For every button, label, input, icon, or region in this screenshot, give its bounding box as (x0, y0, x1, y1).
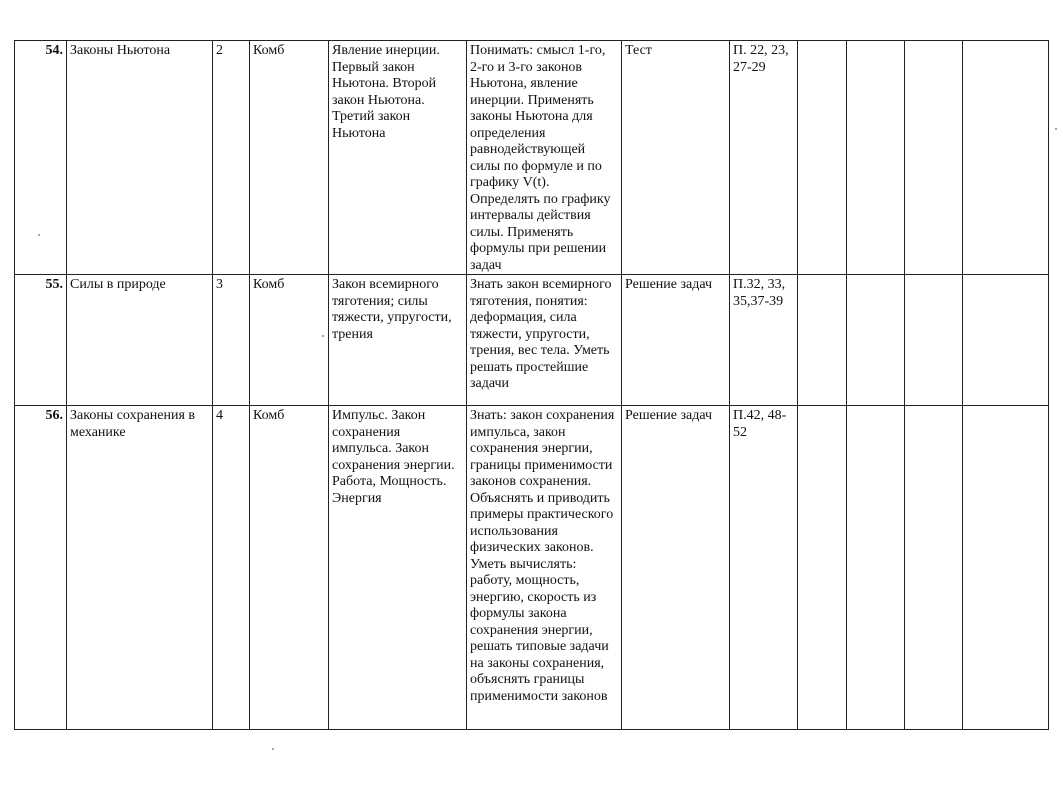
empty-cell (798, 406, 847, 730)
empty-cell (963, 275, 1049, 406)
lesson-topic: Законы Ньютона (67, 41, 213, 275)
lesson-type: Комб (250, 406, 329, 730)
empty-cell (963, 406, 1049, 730)
lesson-content: Импульс. Закон сохранения импульса. Закон сохранения энергии. Работа, Мощность. Энергия (329, 406, 467, 730)
lesson-hours: 3 (213, 275, 250, 406)
lesson-type: Комб (250, 275, 329, 406)
lesson-plan-table (14, 40, 1049, 730)
lesson-control: Решение задач (622, 406, 730, 730)
lesson-type: Комб (250, 41, 329, 275)
empty-cell (798, 275, 847, 406)
scan-speck (272, 748, 274, 750)
empty-cell (847, 275, 905, 406)
table-row (15, 406, 1049, 730)
lesson-number: 56. (15, 406, 67, 730)
lesson-homework: П. 22, 23, 27-29 (730, 41, 798, 275)
scan-speck (1055, 128, 1057, 130)
scan-speck (322, 335, 324, 337)
empty-cell (905, 41, 963, 275)
table-row (15, 275, 1049, 406)
lesson-number: 54. (15, 41, 67, 275)
empty-cell (963, 41, 1049, 275)
document-page (14, 40, 1048, 730)
lesson-hours: 4 (213, 406, 250, 730)
empty-cell (905, 406, 963, 730)
scan-speck (38, 234, 40, 236)
lesson-hours: 2 (213, 41, 250, 275)
lesson-content: Закон всемирного тяготения; силы тяжести, упругости, трения (329, 275, 467, 406)
lesson-number: 55. (15, 275, 67, 406)
lesson-control: Решение задач (622, 275, 730, 406)
lesson-homework: П.32, 33, 35,37-39 (730, 275, 798, 406)
table-row (15, 41, 1049, 275)
lesson-topic: Силы в природе (67, 275, 213, 406)
lesson-requirements: Понимать: смысл 1-го, 2-го и 3-го законов Ньютона, явление инерции. Применять законы Ньютона для определения равнодействующей силы по формуле и по графику V(t). Определять по графику интервалы действия силы. Применять формулы при решении задач (467, 41, 622, 275)
empty-cell (847, 41, 905, 275)
empty-cell (798, 41, 847, 275)
lesson-topic: Законы сохранения в механике (67, 406, 213, 730)
lesson-requirements: Знать закон всемирного тяготения, понятия: деформация, сила тяжести, упругости, трения, вес тела. Уметь решать простейшие задачи (467, 275, 622, 406)
empty-cell (905, 275, 963, 406)
lesson-control: Тест (622, 41, 730, 275)
lesson-content: Явление инерции. Первый закон Ньютона. Второй закон Ньютона. Третий закон Ньютона (329, 41, 467, 275)
lesson-homework: П.42, 48-52 (730, 406, 798, 730)
empty-cell (847, 406, 905, 730)
lesson-requirements: Знать: закон сохранения импульса, закон сохранения энергии, границы применимости законов сохранения. Объяснять и приводить примеры практического использования физических законов. Уметь вычислять: работу, мощность, энергию, скорость из формулы закона сохранения энергии, решать типовые задачи на законы сохранения, объяснять границы применимости законов (467, 406, 622, 730)
